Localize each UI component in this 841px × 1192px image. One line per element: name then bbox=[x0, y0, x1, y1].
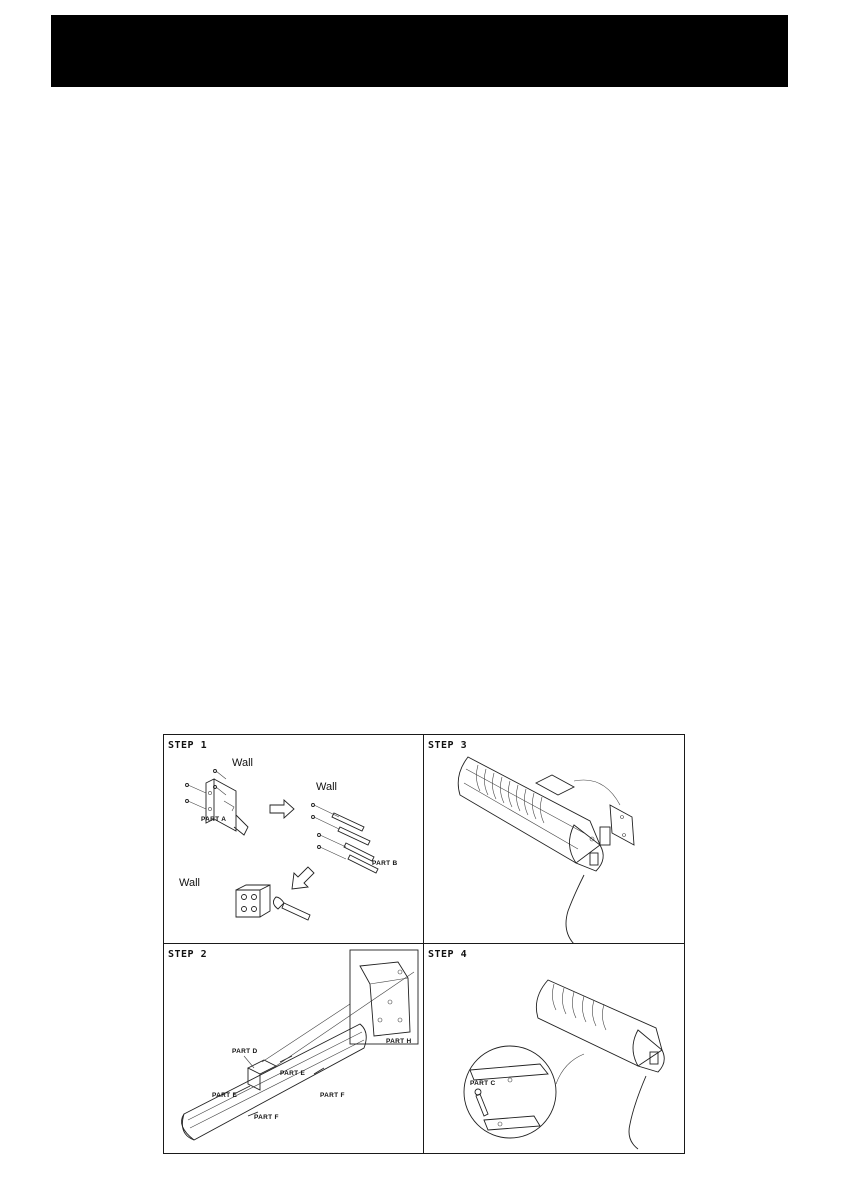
step-4-panel bbox=[424, 944, 684, 1153]
installation-figure bbox=[163, 734, 685, 1154]
step-1-panel bbox=[164, 735, 424, 944]
part-c-label: PART C bbox=[470, 1080, 496, 1087]
part-d-label: PART D bbox=[232, 1048, 258, 1055]
wall-label-mid: Wall bbox=[316, 781, 337, 793]
part-e-label-2: PART E bbox=[212, 1092, 238, 1099]
step-3-label: STEP 3 bbox=[428, 740, 468, 751]
part-e-label-1: PART E bbox=[280, 1070, 306, 1077]
step-3-panel bbox=[424, 735, 684, 944]
step-1-drawing bbox=[164, 735, 424, 944]
step-1-label: STEP 1 bbox=[168, 740, 208, 751]
wall-label-top: Wall bbox=[232, 757, 253, 769]
step-4-label: STEP 4 bbox=[428, 949, 468, 960]
part-a-label: PART A bbox=[201, 816, 227, 823]
step-3-drawing bbox=[424, 735, 684, 944]
part-f-label-2: PART F bbox=[254, 1114, 279, 1121]
part-f-label-1: PART F bbox=[320, 1092, 345, 1099]
step-4-drawing bbox=[424, 944, 684, 1153]
step-2-label: STEP 2 bbox=[168, 949, 208, 960]
step-2-drawing bbox=[164, 944, 424, 1153]
part-h-label: PART H bbox=[386, 1038, 412, 1045]
header-bar bbox=[51, 15, 788, 87]
part-b-label: PART B bbox=[372, 860, 398, 867]
step-2-panel bbox=[164, 944, 424, 1153]
wall-label-bottom: Wall bbox=[179, 877, 200, 889]
